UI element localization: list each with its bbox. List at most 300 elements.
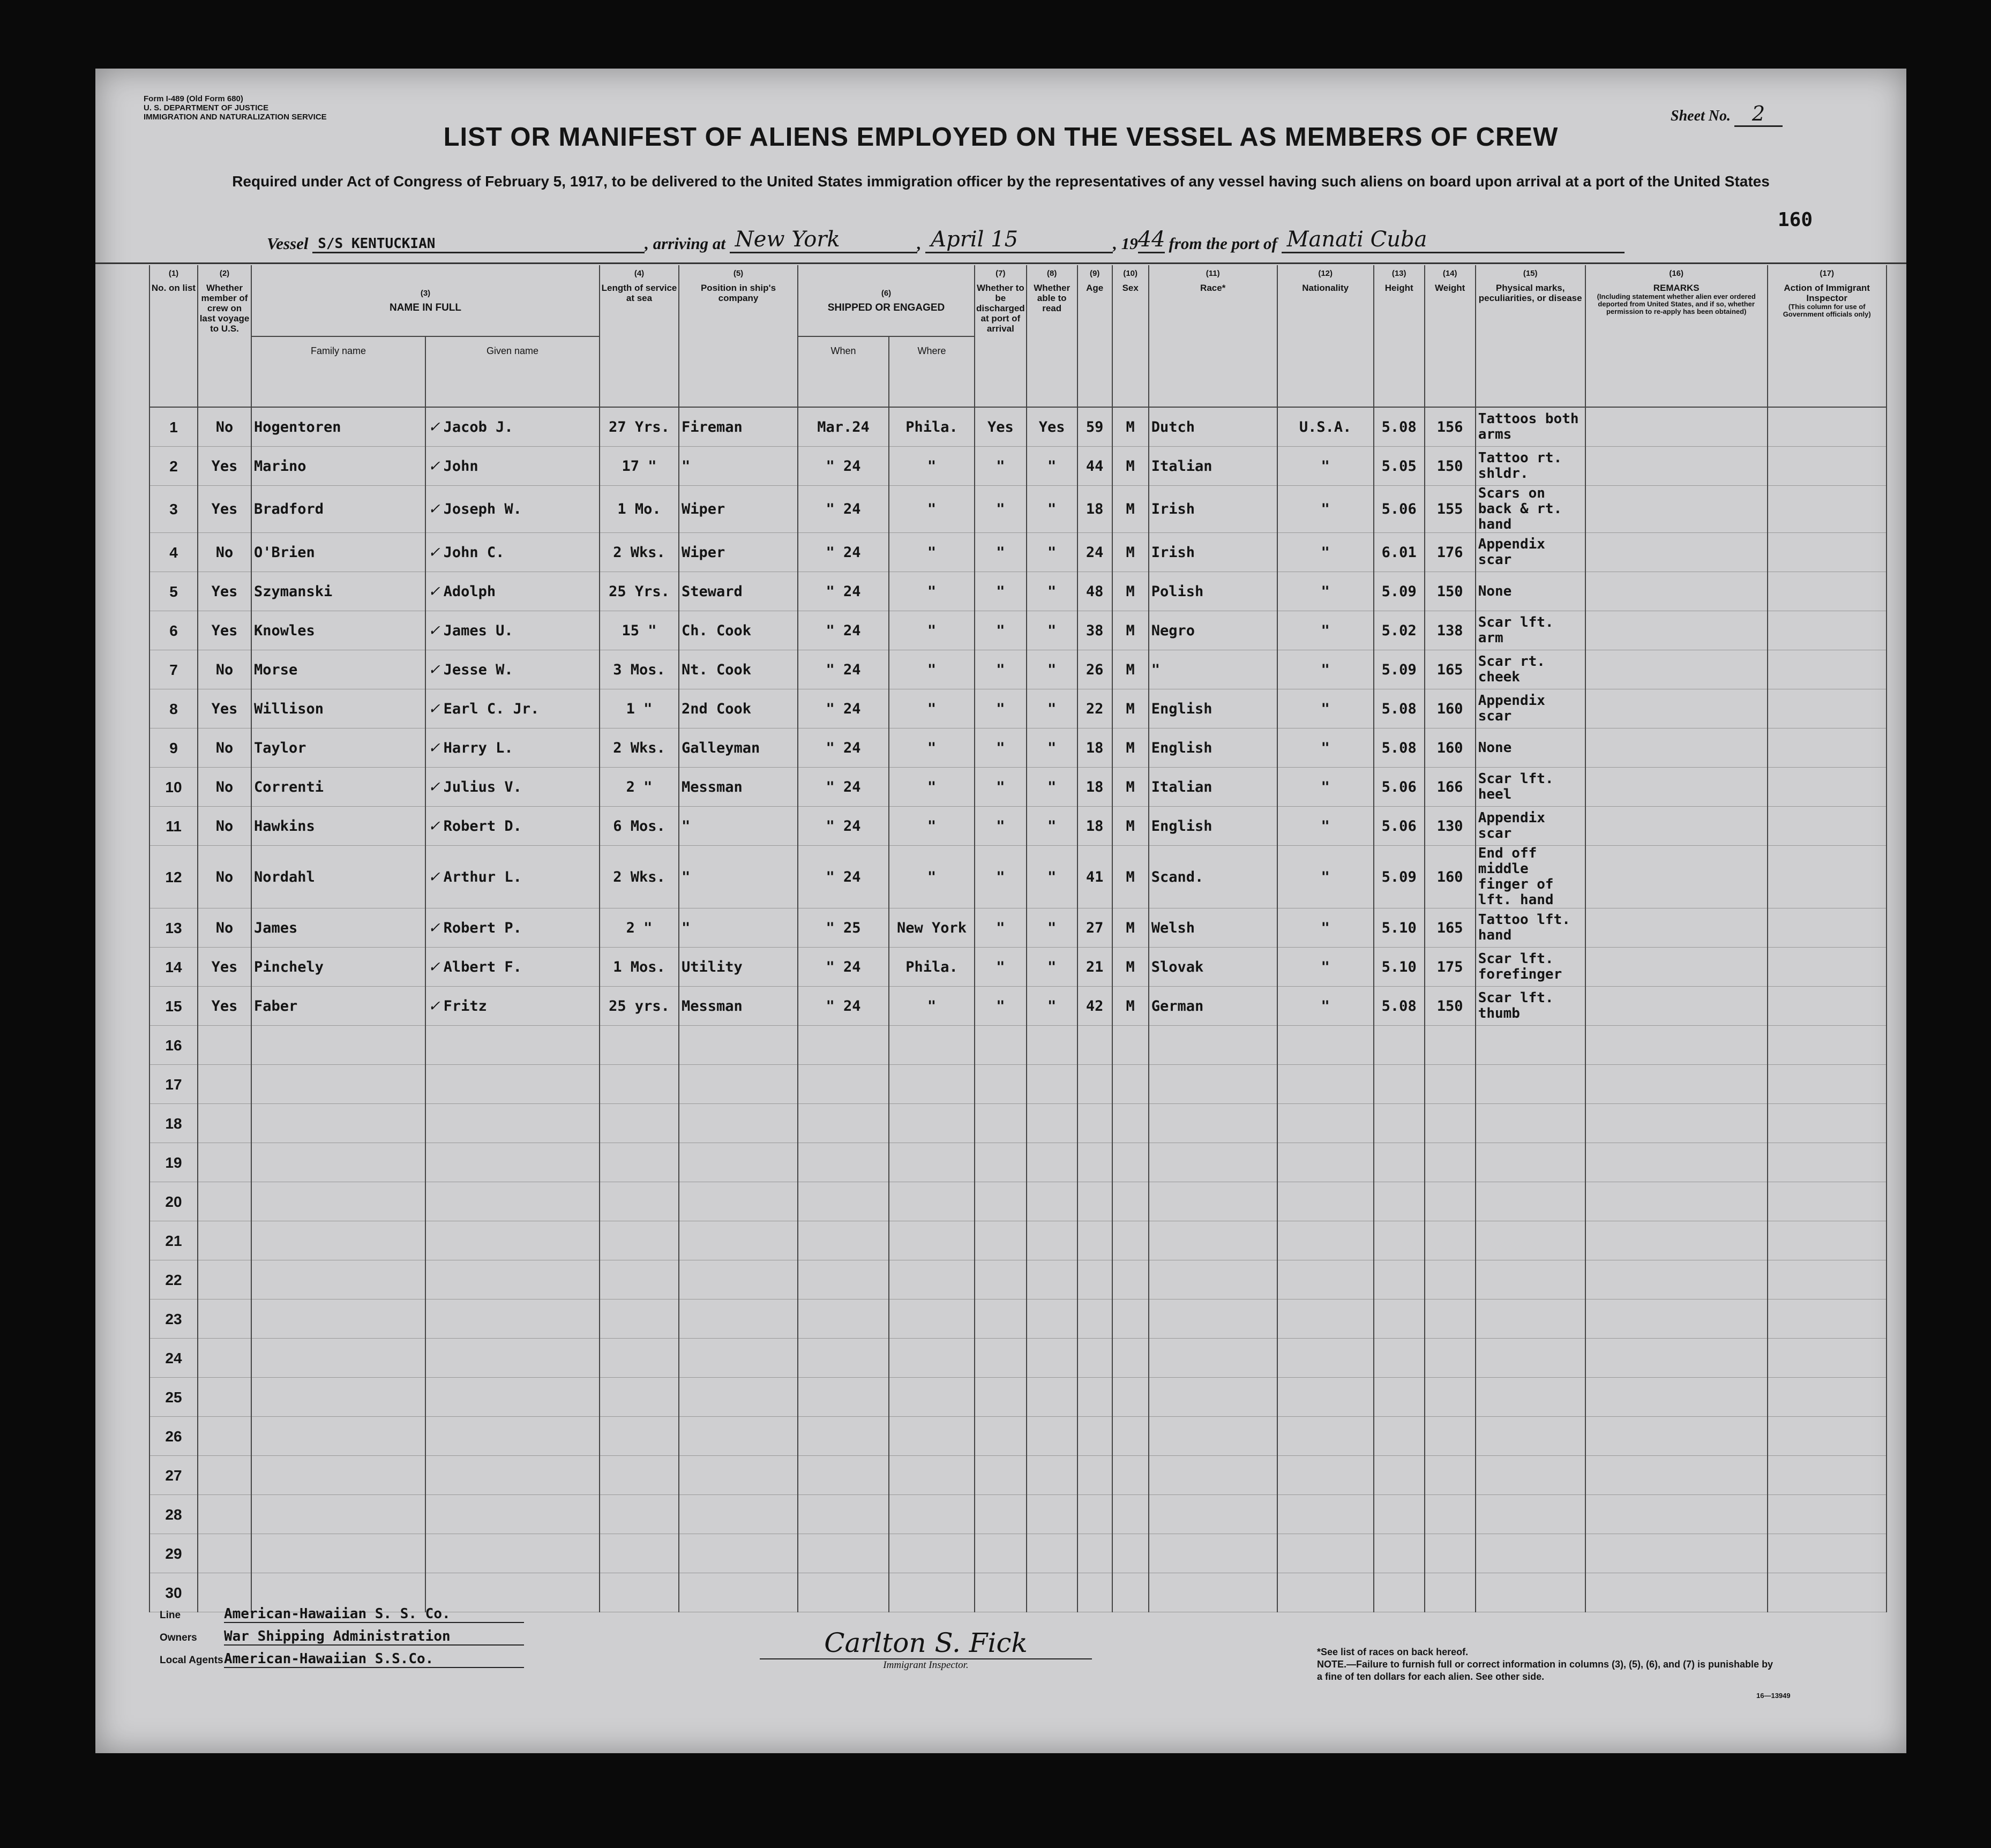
col-header-height: (13) Height [1374,265,1425,365]
table-row [149,908,1887,948]
physical-marks: Tattoos both arms [1476,407,1585,447]
blank-cell [600,1221,679,1260]
blank-cell [198,1378,251,1417]
blank-cell [1149,1339,1277,1378]
blank-cell [1476,1221,1585,1260]
race: Polish [1149,572,1277,611]
blank-cell [1149,1260,1277,1299]
stamp-number: 160 [1778,209,1813,231]
blank-cell [679,1495,798,1534]
row-number: 13 [149,908,198,948]
row-number: 25 [149,1378,198,1417]
weight: 150 [1425,572,1476,611]
blank-cell [1374,1221,1425,1260]
table-row [149,447,1887,486]
inspector-action [1768,987,1887,1026]
blank-cell [1476,1260,1585,1299]
blank-cell [1425,1143,1476,1182]
race-footnote: *See list of races on back hereof. [1317,1647,1469,1657]
table-row [149,572,1887,611]
height: 5.10 [1374,908,1425,948]
agents-value: American-Hawaiian S.S.Co. [224,1651,524,1668]
blank-cell [1027,1378,1077,1417]
form-number: Form I-489 (Old Form 680) [144,94,243,103]
blank-cell [425,1299,600,1339]
sex: M [1112,572,1149,611]
blank-cell [1374,1143,1425,1182]
blank-cell [975,1339,1027,1378]
blank-cell [251,1104,425,1143]
blank-cell [1277,1534,1374,1573]
shipped-where: " [889,650,975,689]
blank-cell [679,1026,798,1065]
col-header-given-name: Given name [425,336,600,365]
height: 6.01 [1374,533,1425,572]
weight: 160 [1425,689,1476,728]
discharged: " [975,572,1027,611]
family-name: O'Brien [251,533,425,572]
blank-cell [600,1456,679,1495]
physical-marks: Appendix scar [1476,533,1585,572]
blank-cell [1374,1339,1425,1378]
given-name: ✓ John C. [425,533,600,572]
department: U. S. DEPARTMENT OF JUSTICE [144,103,269,112]
blank-cell [1277,1026,1374,1065]
blank-cell [425,1456,600,1495]
blank-cell [1425,1104,1476,1143]
blank-cell [1425,1221,1476,1260]
able-to-read: " [1027,533,1077,572]
blank-cell [1277,1417,1374,1456]
blank-cell [1585,1378,1768,1417]
last-voyage: No [198,650,251,689]
remarks [1585,768,1768,807]
inspector-action [1768,447,1887,486]
check-mark-icon: ✓ [428,778,440,795]
check-mark-icon: ✓ [428,583,440,600]
col-header-shipped: (6) SHIPPED OR ENGAGED [798,265,975,336]
position: Galleyman [679,728,798,768]
age: 59 [1077,407,1112,447]
blank-cell [1112,1378,1149,1417]
check-mark-icon: ✓ [428,739,440,756]
length-of-service: 25 Yrs. [600,572,679,611]
family-name: Hawkins [251,807,425,846]
blank-cell [798,1182,889,1221]
row-number: 1 [149,407,198,447]
sex: M [1112,447,1149,486]
blank-cell [975,1260,1027,1299]
sex: M [1112,689,1149,728]
col-header-action: (17) Action of Immigrant Inspector (This column for use of Government officials only) [1768,265,1887,365]
blank-cell [1077,1456,1112,1495]
shipped-when: " 24 [798,987,889,1026]
nationality: " [1277,650,1374,689]
sex: M [1112,807,1149,846]
blank-cell [975,1182,1027,1221]
blank-cell [198,1417,251,1456]
check-mark-icon: ✓ [428,997,440,1015]
blank-cell [798,1534,889,1573]
given-name: ✓ Robert D. [425,807,600,846]
blank-cell [1112,1495,1149,1534]
family-name: Pinchely [251,948,425,987]
age: 18 [1077,486,1112,533]
age: 41 [1077,846,1112,908]
blank-cell [1374,1534,1425,1573]
blank-cell [889,1339,975,1378]
inspector-action [1768,650,1887,689]
shipped-where: " [889,447,975,486]
blank-cell [1425,1299,1476,1339]
blank-cell [1768,1065,1887,1104]
check-mark-icon: ✓ [428,622,440,639]
signature-caption: Immigrant Inspector. [883,1659,969,1671]
blank-cell [1374,1104,1425,1143]
blank-cell [1585,1260,1768,1299]
blank-cell [889,1573,975,1612]
race: English [1149,728,1277,768]
row-number: 20 [149,1182,198,1221]
remarks [1585,807,1768,846]
blank-cell [251,1182,425,1221]
blank-cell [1374,1260,1425,1299]
discharged: " [975,846,1027,908]
blank-cell [1077,1182,1112,1221]
col-header-weight: (14) Weight [1425,265,1476,365]
blank-cell [251,1026,425,1065]
shipped-when: " 24 [798,768,889,807]
blank-cell [198,1339,251,1378]
blank-cell [425,1104,600,1143]
height: 5.06 [1374,768,1425,807]
blank-cell [1425,1456,1476,1495]
blank-cell [1425,1260,1476,1299]
blank-cell [975,1456,1027,1495]
race: " [1149,650,1277,689]
page-title: LIST OR MANIFEST OF ALIENS EMPLOYED ON THE VESSEL AS MEMBERS OF CREW [443,123,1559,152]
blank-cell [425,1221,600,1260]
length-of-service: 2 " [600,908,679,948]
blank-cell [251,1456,425,1495]
col-header-position: (5) Position in ship's company [679,265,798,365]
length-of-service: 1 Mos. [600,948,679,987]
row-number: 5 [149,572,198,611]
last-voyage: No [198,846,251,908]
position: " [679,908,798,948]
shipped-where: " [889,728,975,768]
blank-cell [1149,1456,1277,1495]
blank-cell [1277,1339,1374,1378]
blank-cell [889,1260,975,1299]
last-voyage: Yes [198,987,251,1026]
age: 18 [1077,728,1112,768]
physical-marks: Appendix scar [1476,807,1585,846]
year-suffix: 44 [1138,227,1165,253]
blank-cell [1277,1299,1374,1339]
check-mark-icon: ✓ [428,544,440,561]
height: 5.06 [1374,486,1425,533]
blank-cell [1027,1299,1077,1339]
blank-cell [198,1260,251,1299]
last-voyage: Yes [198,611,251,650]
blank-cell [798,1495,889,1534]
inspector-action [1768,846,1887,908]
blank-cell [975,1495,1027,1534]
blank-cell [1374,1299,1425,1339]
physical-marks: End off middle finger of lft. hand [1476,846,1585,908]
blank-cell [1768,1495,1887,1534]
able-to-read: " [1027,447,1077,486]
blank-cell [1768,1417,1887,1456]
length-of-service: 2 Wks. [600,533,679,572]
given-name: ✓ Julius V. [425,768,600,807]
col-header-family-name: Family name [251,336,425,365]
footnotes [1317,1646,1778,1683]
blank-cell [1768,1573,1887,1612]
blank-cell [1425,1065,1476,1104]
discharged: " [975,768,1027,807]
position: Wiper [679,486,798,533]
blank-cell [1027,1221,1077,1260]
blank-cell [679,1573,798,1612]
blank-cell [1077,1495,1112,1534]
physical-marks: Scar lft. heel [1476,768,1585,807]
inspector-action [1768,611,1887,650]
blank-cell [1374,1378,1425,1417]
blank-cell [1112,1065,1149,1104]
crew-manifest-table [149,265,1887,1612]
table-row [149,1182,1887,1221]
table-row [149,1221,1887,1260]
sheet-number: 2 [1734,102,1783,127]
blank-cell [198,1456,251,1495]
manifest-sheet [95,69,1906,1753]
remarks [1585,533,1768,572]
blank-cell [1768,1378,1887,1417]
able-to-read: " [1027,987,1077,1026]
blank-cell [1476,1534,1585,1573]
blank-cell [1149,1299,1277,1339]
blank-cell [1585,1495,1768,1534]
blank-cell [1149,1104,1277,1143]
blank-cell [1476,1456,1585,1495]
physical-marks: Appendix scar [1476,689,1585,728]
discharged: " [975,987,1027,1026]
blank-cell [798,1378,889,1417]
table-row [149,1378,1887,1417]
shipped-when: " 24 [798,689,889,728]
blank-cell [198,1299,251,1339]
blank-cell [975,1065,1027,1104]
inspector-action [1768,728,1887,768]
col-header-name: (3) NAME IN FULL [251,265,600,336]
check-mark-icon: ✓ [428,418,440,435]
arrival-date: April 15 [925,227,1113,253]
blank-cell [1374,1573,1425,1612]
nationality: " [1277,728,1374,768]
blank-cell [425,1182,600,1221]
last-voyage: Yes [198,572,251,611]
blank-cell [798,1299,889,1339]
blank-cell [1149,1065,1277,1104]
height: 5.06 [1374,807,1425,846]
given-name: ✓ Arthur L. [425,846,600,908]
check-mark-icon: ✓ [428,919,440,936]
blank-cell [1768,1260,1887,1299]
length-of-service: 17 " [600,447,679,486]
height: 5.09 [1374,846,1425,908]
sex: M [1112,987,1149,1026]
discharged: " [975,486,1027,533]
given-name: ✓ Robert P. [425,908,600,948]
position: " [679,447,798,486]
able-to-read: " [1027,948,1077,987]
race: Italian [1149,447,1277,486]
blank-cell [679,1417,798,1456]
blank-cell [425,1417,600,1456]
blank-cell [1277,1573,1374,1612]
arriving-label: arriving at [653,234,725,253]
able-to-read: " [1027,486,1077,533]
remarks [1585,728,1768,768]
blank-cell [1149,1182,1277,1221]
blank-cell [798,1143,889,1182]
row-number: 26 [149,1417,198,1456]
physical-marks: None [1476,572,1585,611]
table-row [149,650,1887,689]
remarks [1585,611,1768,650]
given-name: ✓ John [425,447,600,486]
blank-cell [1585,1104,1768,1143]
penalty-note: NOTE.—Failure to furnish full or correct information in columns (3), (5), (6), and (7) is punishable by a fine of ten dollars for each alien. See other side. [1317,1659,1773,1682]
blank-cell [1476,1339,1585,1378]
inspector-action [1768,689,1887,728]
sex: M [1112,533,1149,572]
blank-cell [251,1495,425,1534]
row-number: 15 [149,987,198,1026]
shipped-where: " [889,533,975,572]
blank-cell [889,1456,975,1495]
shipped-when: " 24 [798,611,889,650]
remarks [1585,447,1768,486]
last-voyage: No [198,908,251,948]
weight: 138 [1425,611,1476,650]
blank-cell [798,1573,889,1612]
position: " [679,807,798,846]
height: 5.05 [1374,447,1425,486]
physical-marks: Scar lft. thumb [1476,987,1585,1026]
col-header-marks: (15) Physical marks, peculiarities, or disease [1476,265,1585,365]
row-number: 8 [149,689,198,728]
family-name: Morse [251,650,425,689]
blank-cell [679,1456,798,1495]
blank-cell [1768,1026,1887,1065]
able-to-read: " [1027,611,1077,650]
inspector-action [1768,908,1887,948]
nationality: " [1277,447,1374,486]
blank-cell [425,1260,600,1299]
blank-cell [889,1378,975,1417]
position: " [679,846,798,908]
blank-cell [600,1260,679,1299]
weight: 160 [1425,846,1476,908]
discharged: " [975,689,1027,728]
discharged: " [975,728,1027,768]
length-of-service: 27 Yrs. [600,407,679,447]
able-to-read: " [1027,689,1077,728]
blank-cell [975,1299,1027,1339]
row-number: 27 [149,1456,198,1495]
blank-cell [1277,1065,1374,1104]
blank-cell [251,1378,425,1417]
blank-cell [425,1495,600,1534]
remarks [1585,486,1768,533]
blank-cell [679,1378,798,1417]
given-name: ✓ Joseph W. [425,486,600,533]
col-header-age: (9) Age [1077,265,1112,365]
col-header-where: Where [889,336,975,365]
blank-cell [1374,1495,1425,1534]
blank-cell [889,1534,975,1573]
blank-cell [600,1026,679,1065]
remarks [1585,846,1768,908]
given-name: ✓ Fritz [425,987,600,1026]
blank-cell [1027,1026,1077,1065]
blank-cell [1149,1143,1277,1182]
inspector-action [1768,533,1887,572]
blank-cell [1027,1104,1077,1143]
voyage-line: Vessel S/S KENTUCKIAN , arriving at New York , April 15 , 1944 from the port of Manati Cuba [267,227,1625,253]
blank-cell [1027,1143,1077,1182]
blank-cell [798,1417,889,1456]
check-mark-icon: ✓ [428,457,440,475]
table-row [149,486,1887,533]
position: Messman [679,768,798,807]
blank-cell [889,1104,975,1143]
shipped-when: " 24 [798,533,889,572]
row-number: 19 [149,1143,198,1182]
blank-cell [975,1534,1027,1573]
blank-cell [1425,1026,1476,1065]
race: Irish [1149,486,1277,533]
blank-cell [425,1534,600,1573]
table-row [149,1260,1887,1299]
col-header-no: (1) No. on list [149,265,198,365]
table-row [149,611,1887,650]
able-to-read: " [1027,572,1077,611]
table-row [149,407,1887,447]
blank-cell [1585,1026,1768,1065]
blank-cell [798,1104,889,1143]
blank-cell [1768,1221,1887,1260]
check-mark-icon: ✓ [428,958,440,975]
row-number: 9 [149,728,198,768]
check-mark-icon: ✓ [428,700,440,717]
position: Ch. Cook [679,611,798,650]
physical-marks: Scar rt. cheek [1476,650,1585,689]
age: 21 [1077,948,1112,987]
blank-cell [889,1221,975,1260]
blank-cell [1077,1260,1112,1299]
length-of-service: 2 Wks. [600,846,679,908]
blank-cell [600,1573,679,1612]
blank-cell [1149,1026,1277,1065]
table-row [149,1104,1887,1143]
departure-port: Manati Cuba [1282,227,1625,253]
col-header-service: (4) Length of service at sea [600,265,679,365]
blank-cell [198,1182,251,1221]
